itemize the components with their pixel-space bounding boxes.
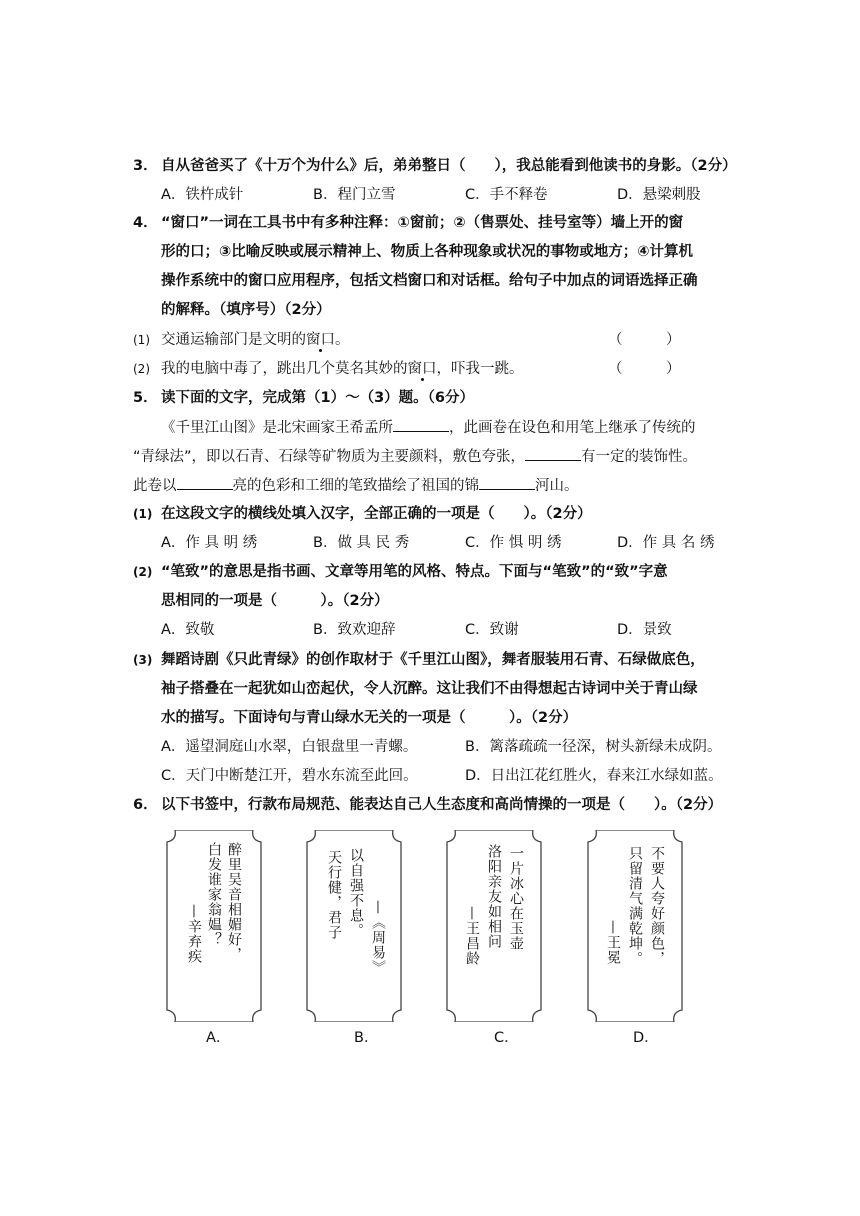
bookmark-d-label: D．: [633, 1030, 659, 1046]
fill-blank-3[interactable]: [177, 475, 233, 490]
bookmark-a: [165, 830, 263, 1022]
q5-sub2-number: (2): [133, 565, 153, 579]
q5-sub1-stem: 在这段文字的横线处填入汉字，全部正确的一项是（ ）。（2分）: [161, 506, 592, 522]
q5-sub3-number: (3): [133, 653, 153, 667]
dotted-word: 窗口: [306, 332, 335, 348]
bookmark-d: [586, 830, 684, 1022]
q4-item-2-sentence: 我的电脑中毒了，跳出几个莫名其妙的窗口，吓我一跳。: [161, 361, 524, 377]
bookmark-c-col-1: 一片冰心在玉壶: [508, 846, 524, 951]
q5-sub2-option-a: A．致敬: [161, 622, 215, 638]
q5-sub3-option-c: C．天门中断楚江开，碧水东流至此回。: [161, 768, 418, 784]
q5-sub2-option-d: D．景致: [617, 622, 672, 638]
bookmark-b-col-1: 以自强不息。: [348, 848, 364, 938]
q5-sub1-option-a: A．作 具 明 绣: [161, 535, 258, 551]
q5-sub1-option-d: D．作 具 名 绣: [617, 535, 715, 551]
q3-option-d: D．悬梁刺股: [617, 187, 701, 203]
q5-passage-line-3: 此卷以 亮的色彩和工细的笔致描绘了祖国的锦 河山。: [133, 475, 579, 496]
q4-item-2-number: (2): [133, 362, 150, 376]
bookmark-a-col-3: —辛弃疾: [186, 904, 202, 964]
q4-stem-line-3: 操作系统中的窗口应用程序，包括文档窗口和对话框。给句子中加点的词语选择正确: [161, 273, 698, 289]
q5-sub2-option-c: C．致谢: [465, 622, 519, 638]
q4-stem-line-4: 的解释。（填序号）（2分）: [161, 302, 331, 318]
bookmark-d-col-1: 不要人夸好颜色，: [649, 846, 665, 966]
q4-stem-line-1: “窗口”一词在工具书中有多种注释：①窗前；②（售票处、挂号室等）墙上开的窗: [161, 215, 684, 231]
bookmark-a-col-2: 白发谁家翁媪？: [206, 842, 222, 947]
q4-item-1-sentence: 交通运输部门是文明的窗口。: [161, 332, 350, 348]
q3-option-c: C．手不释卷: [465, 187, 548, 203]
q5-sub1-option-b: B．做 具 民 秀: [313, 535, 410, 551]
q5-sub1-number: (1): [133, 507, 153, 521]
fill-blank-4[interactable]: [479, 475, 535, 490]
bookmark-c: [445, 830, 543, 1022]
q5-sub3-stem-line-1: 舞蹈诗剧《只此青绿》的创作取材于《千里江山图》，舞者服装用石青、石绿做底色，: [161, 652, 705, 668]
q5-stem: 读下面的文字，完成第（1）～（3）题。（6分）: [161, 390, 475, 406]
q5-sub1-option-c: C．作 惧 明 绣: [465, 535, 562, 551]
bookmark-a-col-1: 醉里吴音相媚好，: [226, 842, 242, 962]
q5-passage-line-2: “青绿法”，即以石青、石绿等矿物质为主要颜料，敷色夸张， 有一定的装饰性。: [133, 446, 697, 467]
bookmark-b-label: B．: [354, 1030, 379, 1046]
q4-item-1-answer-paren: （ ）: [608, 332, 681, 348]
q5-number: 5．: [133, 390, 158, 406]
q3-stem: 自从爸爸买了《十万个为什么》后，弟弟整日（ ），我总能看到他读书的身影。（2分）: [161, 158, 737, 174]
q5-sub2-option-b: B．致欢迎辞: [313, 622, 396, 638]
bookmark-a-label: A．: [206, 1030, 231, 1046]
q4-stem-line-2: 形的口；③比喻反映或展示精神上、物质上各种现象或状况的事物或地方；④计算机: [161, 244, 694, 260]
dotted-word: 窗口: [407, 361, 437, 377]
q5-sub3-option-b: B．篱落疏疏一径深，树头新绿未成阴。: [465, 739, 722, 755]
bookmark-c-col-2: 洛阳亲友如相问: [486, 844, 502, 949]
q5-passage-line-1: 《千里江山图》是北宋画家王希孟所 ，此画卷在设色和用笔上继承了传统的: [161, 417, 696, 438]
bookmark-d-col-2: 只留清气满乾坤。: [627, 846, 643, 966]
q3-option-a: A．铁杵成针: [161, 187, 244, 203]
q5-sub3-option-a: A．遥望洞庭山水翠，白银盘里一青螺。: [161, 739, 418, 755]
q3-number: 3．: [133, 158, 158, 174]
bookmark-b-col-3: —《周易》: [370, 900, 386, 975]
bookmark-c-col-3: —王昌龄: [464, 906, 480, 966]
bookmark-d-col-3: —王冕: [605, 920, 621, 965]
bookmark-b: [305, 830, 403, 1022]
q5-sub3-stem-line-2: 袖子搭叠在一起犹如山峦起伏，令人沉醉。这让我们不由得想起古诗词中关于青山绿: [161, 681, 698, 697]
q5-sub2-stem-line-1: “笔致”的意思是指书画、文章等用笔的风格、特点。下面与“笔致”的“致”字意: [161, 564, 668, 580]
q5-sub3-stem-line-3: 水的描写。下面诗句与青山绿水无关的一项是（ ）。（2分）: [161, 710, 578, 726]
fill-blank-1[interactable]: [393, 417, 449, 432]
bookmark-b-col-2: 天行健，君子: [326, 850, 342, 940]
q5-sub3-option-d: D．日出江花红胜火，春来江水绿如蓝。: [465, 768, 723, 784]
q4-item-2-answer-paren: （ ）: [608, 361, 681, 377]
bookmark-c-label: C．: [494, 1030, 519, 1046]
q4-number: 4．: [133, 215, 158, 231]
q4-item-1-number: (1): [133, 333, 150, 347]
q3-option-b: B．程门立雪: [313, 187, 396, 203]
q6-number: 6．: [133, 797, 158, 813]
q5-sub2-stem-line-2: 思相同的一项是（ ）。（2分）: [161, 593, 389, 609]
q6-stem: 以下书签中，行款布局规范、能表达自己人生态度和高尚情操的一项是（ ）。（2分）: [161, 797, 723, 813]
fill-blank-2[interactable]: [525, 446, 581, 461]
